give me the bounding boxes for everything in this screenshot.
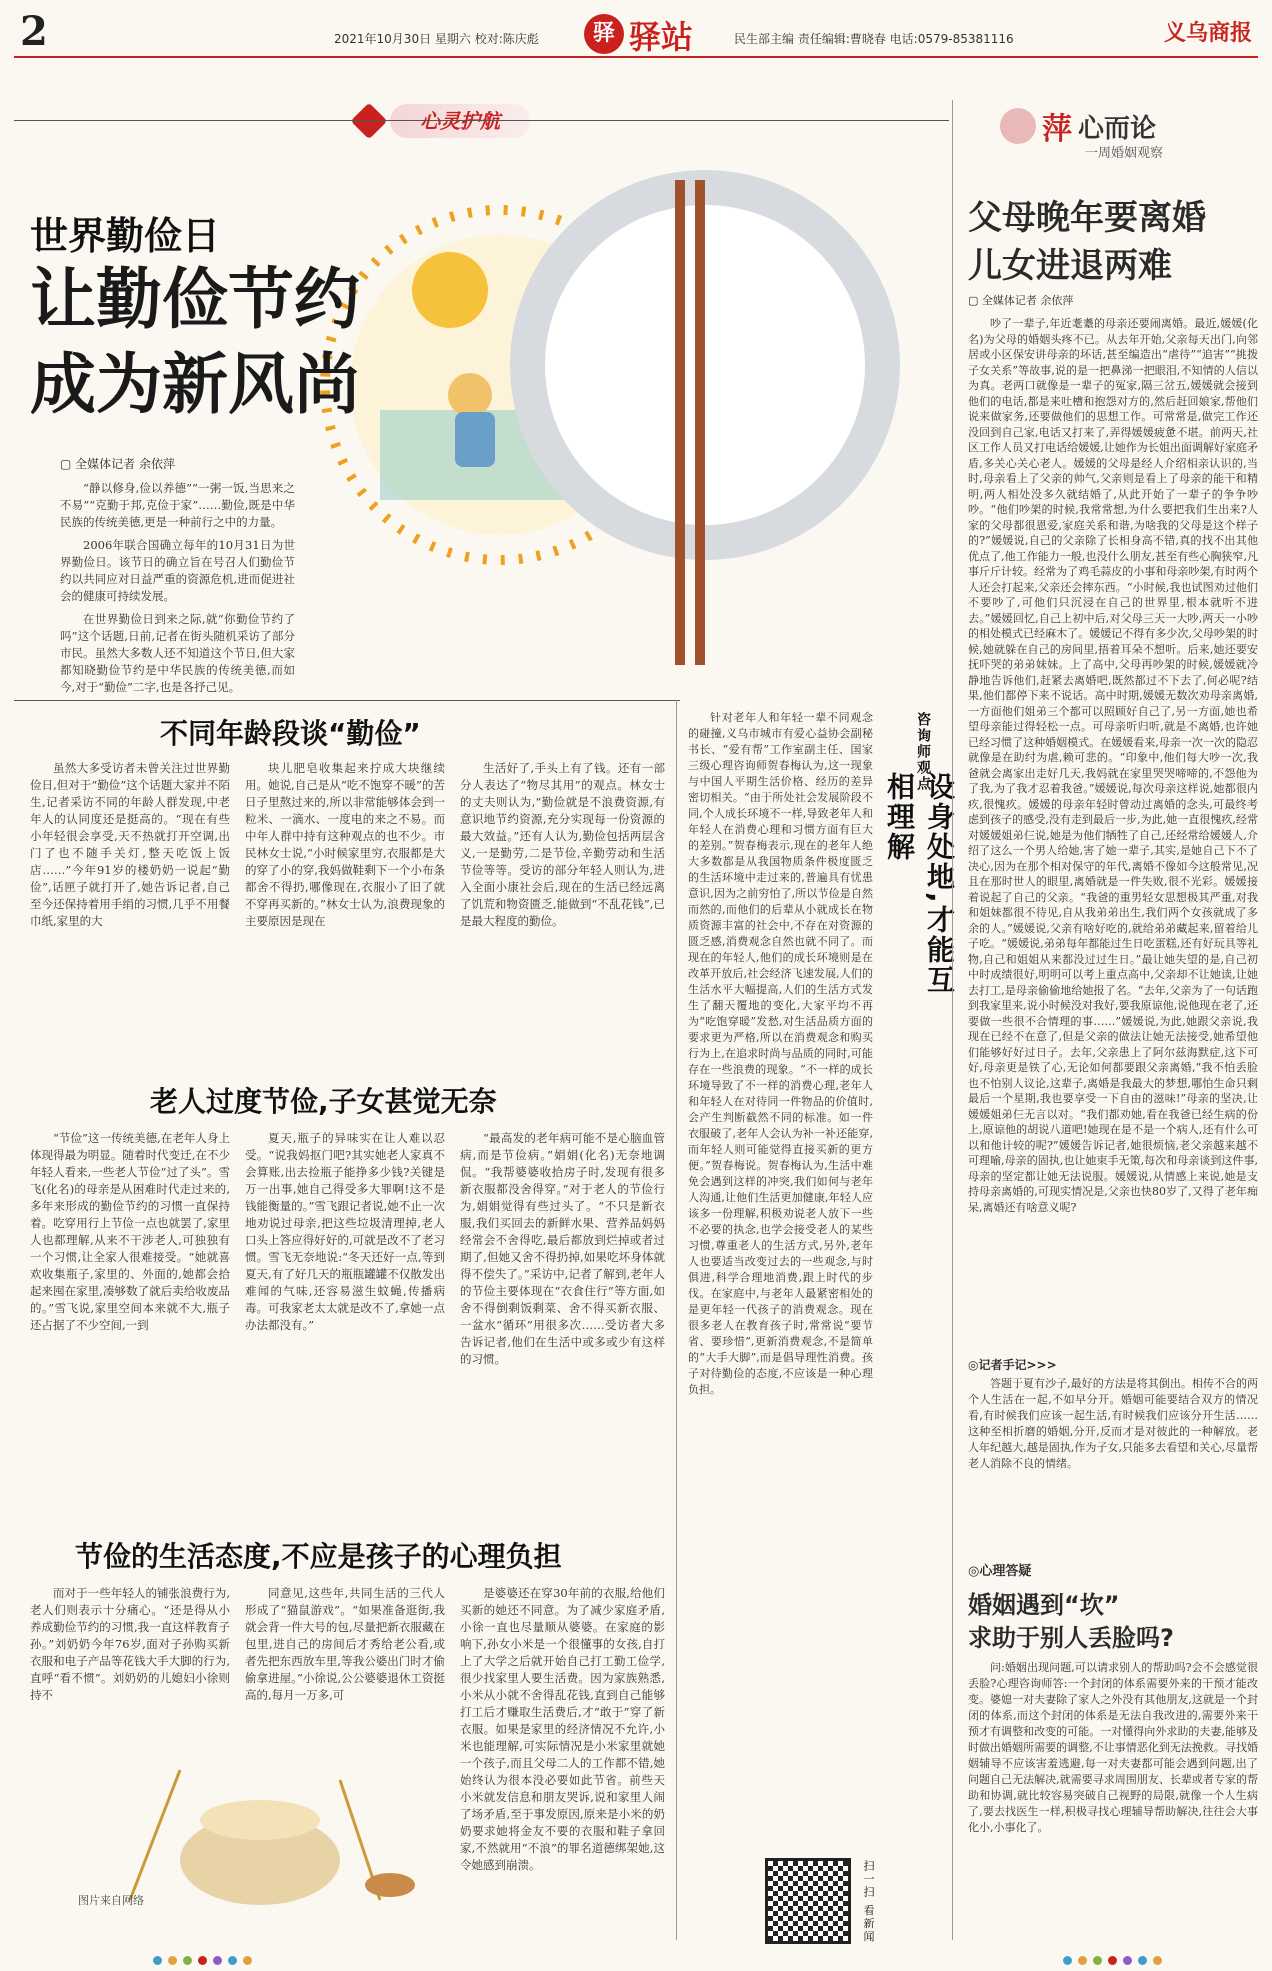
section-1-text-1: 虽然大多受访者未曾关注过世界勤俭日,但对于“勤俭”这个话题大家并不陌生,记者采访不同的年龄人群发现,中老年人的认同度还是挺高的。“现在有些小年轻很会享受,天不热就打开空调,出门了也不随手关灯,整天吃饭上饭店……”今年91岁的楼奶奶一说起“勤俭”,话匣子就打开了,她告诉记者,自己至今还保持着用手绢的习惯,几乎不用餐巾纸,家里的大	[30, 761, 230, 928]
footer-dot	[1138, 1956, 1147, 1965]
section-logo-icon: 驿	[584, 14, 624, 54]
title-small: 世界勤俭日	[30, 214, 221, 258]
newspaper-name: 义乌商报	[1163, 20, 1252, 46]
right-body	[968, 316, 1258, 1346]
opinion-body: 针对老年人和年轻一辈不同观念的碰撞,义乌市城市有爱心益协会副秘书长、“爱有帮”工作室副主任、国家三级心理咨询师贺春梅认为,这一现象与中国人平期生活价格、经历的差异密切相关。“由于所处社会发展阶段不同,个人成长环境不一样,导致老年人和年轻人在消费心理和习惯方面有巨大的差别。”贺春梅表示,现在的老年人绝大多数都是从我国物质条件极度匮乏的生活环境中走过来的,普遍具有忧患意识,因为之前穷怕了,所以节俭是自然而然的,而他们的后辈从小就成长在物质资源丰富的社会中,不存在对资源的匮乏感,消费观念自然也就不同了。而现在的年轻人,他们的成长环境则是在改革开放后,社会经济飞速发展,人们的生活水平大幅提高,人们的生活方式发生了翻天覆地的变化,大家平均不再为“吃饱穿暖”发愁,对生活品质方面的要求更为严格,所以在消费观念和购买行为上,在追求时尚与品质的同时,可能存在一些浪费的现象。“不一样的成长环境导致了不一样的消费心理,老年人和年轻人在对待同一件物品的价值时,会产生判断截然不同的标准。如一件衣服破了,老年人会认为补一补还能穿,而年轻人则可能觉得直接买新的更方便。”贺春梅说。贺春梅认为,生活中难免会遇到这样的冲突,我们如何与老年人沟通,让他们生活更加健康,年轻人应该多一份理解,积极劝说老人放下一些不必要的执念,也学会接受老人的某些习惯,尊重老人的生活方式,另外,老年人也要适当改变过去的一些观念,与时俱进,科学合理地消费,跟上时代的步伐。在家庭中,与老年人最紧密相处的是更年轻一代孩子的消费观念。现在很多老人在教育孩子时,常常说“要节省、要珍惜”,更新消费观念,不是简单的“大手大脚”,而是倡导理性消费。孩子对待勤俭的态度,不应该是一种心理负担。	[688, 711, 873, 1396]
right-title-1: 父母晚年要离婚	[968, 198, 1206, 238]
issue-meta: 2021年10月30日 星期六 校对:陈庆彪	[334, 32, 539, 46]
heart-icon	[351, 103, 388, 140]
opinion-header	[883, 712, 956, 1022]
section-3-text-3: 是婆婆还在穿30年前的衣服,给他们买新的她还不同意。为了减少家庭矛盾,小徐一直也尽量顺从婆婆。在家庭的影响下,孙女小米是一个很懂事的女孩,自打上了大学之后就开始自己打工勤工俭学,很少找家里人要生活费。因为家族熟悉,小米从小就不舍得乱花钱,直到自己能够打工后才赚取生活费后,才“敢于”穿了新衣服。如果是家里的经济情况不允许,小米也能理解,可实际情况是小米家里就她一个孩子,而且父母二人的工作都不错,她始终认为很本没必要如此节省。前些天小米就发信息和朋友哭诉,说和家里人闹了场矛盾,至于事发原因,原来是小米的奶奶要求她将金友不要的衣服和鞋子拿回家,不然就用“不浪”的罪名道德绑架她,这令她感到崩溃。	[460, 1586, 665, 1872]
opinion-text	[688, 710, 873, 1890]
byline: ▢ 全媒体记者 余依萍	[60, 457, 175, 471]
footer-dot	[243, 1956, 252, 1965]
note	[968, 1376, 1258, 1551]
footer-dot	[228, 1956, 237, 1965]
title-line-2: 成为新风尚	[30, 346, 360, 423]
opinion-title: 设身处地,才能互相理解	[883, 772, 956, 995]
divider	[14, 700, 680, 701]
wheat-stalk	[130, 1770, 180, 1900]
grain-pile	[200, 1800, 320, 1840]
sun-icon	[412, 252, 488, 328]
footer-dot	[168, 1956, 177, 1965]
footer-dot	[198, 1956, 207, 1965]
section-3-text-1: 而对于一些年轻人的铺张浪费行为,老人们则表示十分痛心。“还是得从小养成勤俭节约的习惯,我一直这样教育子孙。”刘奶奶今年76岁,面对子孙购买新衣服和电子产品等花钱大手大脚的行为,直呼“看不惯”。刘奶奶的儿媳妇小徐则持不	[30, 1586, 230, 1700]
section-1-col-1	[30, 760, 230, 1060]
section-name: 驿站	[629, 18, 694, 56]
couple-icon	[1000, 108, 1036, 144]
column-name: 心而论	[1078, 114, 1157, 144]
section-1-text-3: 生活好了,手头上有了钱。还有一部分人表达了“物尽其用”的观点。林女士的丈夫则认为,“勤俭就是不浪费资源,有意识地节约资源,充分实现每一份资源的最大效益。”还有人认为,勤俭包括两层含义,一是勤劳,二是节俭,辛勤劳动和生活节俭等等。受访的部分年轻人则认为,进入全面小康社会后,现在的生活已经远离了饥荒和物资匮乏,能做到“不乱花钱”,已是最大程度的勤俭。	[460, 761, 665, 928]
section-3-text-2: 同意见,这些年,共同生活的三代人形成了“猫鼠游戏”。“如果准备逛街,我就会背一件大号的包,尽量把新衣服藏在包里,进自己的房间后才秀给老公看,或者先把东西放车里,等我公婆出门时才偷偷拿进屋。”小徐说,公公婆婆退休工资挺高的,每月一万多,可	[245, 1586, 445, 1700]
divider	[952, 100, 953, 1940]
footer-dot	[1123, 1956, 1132, 1965]
title-line-1: 让勤俭节约	[30, 261, 360, 338]
byline-text: 全媒体记者 余依萍	[75, 457, 175, 471]
opinion-tag: 咨询师观点	[915, 712, 931, 792]
section-3-title: 节俭的生活态度,不应是孩子的心理负担	[75, 1540, 562, 1573]
qa-body	[968, 1660, 1258, 1930]
section-3-col-2	[245, 1585, 445, 1700]
column-prefix: 萍	[1042, 112, 1072, 147]
footer-dots	[1060, 1950, 1165, 1969]
section-2-text-2: 夏天,瓶子的异味实在让人难以忍受。“说我妈抠门吧?其实她老人家真不会算账,出去捡瓶子能挣多少钱?关键是万一出事,她自己得受多大罪啊!这不是钱能衡量的。”雪飞跟记者说,她不止一次地劝说过母亲,把这些垃圾清理掉,老人口头上答应得好好的,可就是改不了老习惯。雪飞无奈地说:“冬天还好一点,等到夏天,有了好几天的瓶瓶罐罐不仅散发出难闻的气味,还容易滋生蚊蝇,传播病毒。可我家老太太就是改不了,拿她一点办法都没有。”	[245, 1131, 445, 1332]
right-body-text: 吵了一辈子,年近耄耋的母亲还要闹离婚。最近,媛媛(化名)为父母的婚姻头疼不已。从去年开始,父亲每天出门,向邻居或小区保安讲母亲的坏话,甚至编造出“虐待”“追害”“挑拨子女关系”等故事,说的是一把鼻涕一把眼泪,不知情的人信以为真。老两口就像是一辈子的冤家,隔三岔五,媛媛就会接到他们的电话,都是来吐槽和抱怨对方的,然后赶回娘家,帮他们说来做家务,还要做他们的思想工作。可常常是,做完工作还没回到自己家,电话又打来了,弄得媛媛疲惫不堪。前两天,社区工作人员又打电话给媛媛,让她作为长姐出面调解好家庭矛盾,多关心关心老人。媛媛的父母是经人介绍相亲认识的,当时,母亲看上了父亲的帅气,父亲则是看上了母亲的能干和精明,两人相处没多久就结婚了,从此开始了一辈子的争争吵吵。“他们吵架的时候,我常常想,为什么要把我们生出来?人家的父母都很恩爱,家庭关系和谐,为啥我的父母是这个样子的?”媛媛说,自己的父亲除了长相身高不错,真的找不出其他优点了,他工作能力一般,也没什么朋友,甚至有些心胸狭窄,凡事斤斤计较。经常为了鸡毛蒜皮的小事和母亲吵架,有时两个人还会打起来,父亲还会摔东西。“小时候,我也试图劝过他们不要吵了,可他们只沉浸在自己的世界里,根本就听不进去。”媛媛回忆,自己上初中后,对父母三天一大吵,两天一小吵的相处模式已经麻木了。媛媛记不得有多少次,父母吵架的时候,她就躲在自己的房间里,捂着耳朵不想听。后来,她还要安抚吓哭的弟弟妹妹。上了高中,父母再吵架的时候,媛媛就冷静地告诉他们,赶紧去离婚吧,既然都过不下去了,何必呢?结果,他们都停下来不说话。高中时期,媛媛无数次劝母亲离婚,一方面他们姐弟三个都可以照顾好自己了,另一方面,她也希望母亲能过得轻松一点。可母亲听归听,就是不离婚,也许她已经习惯了这种婚姻模式。在媛媛看来,母亲一次一次的隐忍就像是在助纣为虐,赖可悲的。“印象中,他们每大吵一次,我爸就会离家出走好几天,我妈就在家里哭哭啼啼的,不怨他为了我,为了我才忍着我爸。”媛媛说,每次母亲这样说,她都很内疚,很愧疚。媛媛的母亲年轻时曾动过离婚的念头,可最终考虑到孩子的感受,没有走到最后一步,为此,她一直很愧疚,经常对媛媛姐弟仨说,她是为他们牺牲了自己,还经常给媛媛人,介绍了这么一个男人给她,害了她一辈子,其实,是她自己下不了决心,因为在那个相对保守的年代,离婚不像如今这般常见,况且在那时世人的眼里,离婚就是一件失败,很不光彩。媛媛接着说起了自己的父亲。“我爸的重男轻女思想极其严重,对我和姐妹都很不待见,自从我弟弟出生,我们两个女孩就成了多余的人。”媛媛说,父亲有啥好吃的,就给弟弟藏起来,留着给儿子吃。“媛媛说,弟弟每年都能过生日吃蛋糕,还有好玩具等礼物,自己和姐姐从来都没过过生日。”最让她失望的是,自己初中时成绩很好,明明可以考上重点高中,父亲却不让她读,让她去打工,是母亲偷偷地给她报了名。“去年,父亲为了一句话跑到我家里来,说小时候没对我好,要我原谅他,说他现在老了,还要做一些很不合情理的事……”媛媛说,为此,她跟父亲说,我现在已经不在意了,但是父亲的做法让她无法接受,她希望他们能够好好过日子。去年,父亲患上了阿尔兹海默症,这下可好,母亲更是铁了心,无论如何都要跟父亲离婚,“我不怕丢脸也不怕别人议论,这辈子,离婚是我最大的梦想,哪怕生命只剩最后一个星期,我也要享受一下自由的滋味!”母亲的坚决,让媛媛姐弟仨无言以对。“我们都劝她,看在我爸已经生病的份上,原谅他的胡说八道吧!她现在是不是一个病人,还有什么可以和他计较的呢?”媛媛告诉记者,她很烦恼,老父亲越来越不可理喻,母亲的固执,也让她束手无策,每次和母亲谈到这件事,母亲的坚定都让她无法说服。媛媛说,从情感上来说,她是支持母亲离婚的,可现实情况是,父亲也快80岁了,又得了老年痴呆,离婚还有啥意义呢?	[968, 317, 1258, 1214]
lead-p3: 在世界勤俭日到来之际,就“你勤俭节约了吗”这个话题,日前,记者在街头随机采访了部分市民。虽然大多数人还不知道这个节日,但大家都知晓勤俭节约是中华民族的传统美德,而如今,对于“勤俭”二字,也是各抒己见。	[60, 612, 295, 694]
footer-dot	[1093, 1956, 1102, 1965]
editor-meta: 民生部主编 责任编辑:曹晓春 电话:0579-85381116	[734, 32, 1014, 46]
section-2-col-2	[245, 1130, 445, 1520]
image-credit: 图片来自网络	[78, 1894, 144, 1907]
section-1-col-2	[245, 760, 445, 1060]
section-2-text-3: “最高发的老年病可能不是心脑血管病,而是节俭病。”娟娟(化名)无奈地调侃。“我帮婆婆收拾房子时,发现有很多新衣服都没舍得穿。”对于老人的节俭行为,娟娟觉得有些过头了。“不只是新衣服,我们买回去的新鲜水果、营养品妈妈经常会不舍得吃,最后都放到烂掉或者过期了,但她又舍不得扔掉,如果吃坏身体就得不偿失了。”采访中,记者了解到,老年人的节俭主要体现在“衣食住行”等方面,如舍不得倒剩饭剩菜、舍不得买新衣服、一盆水“循环”用很多次……受访者大多告诉记者,他们在生活中或多或少有这样的习惯。	[460, 1131, 665, 1366]
footer-dot	[213, 1956, 222, 1965]
note-label: ◎记者手记>>>	[968, 1358, 1057, 1372]
divider	[676, 700, 677, 1940]
section-3-col-3	[460, 1585, 665, 1925]
footer-dot	[1063, 1956, 1072, 1965]
note-text: 答题于夏有沙子,最好的方法是将其倒出。相传不合的两个人生活在一起,不如早分开。婚姻可能要结合双方的情况看,有时候我们应该一起生活,有时候我们应该分开生活……这种至相折磨的婚姻,分开,反而才是对彼此的一种解放。老人年纪越大,越是固执,作为子女,只能多去看望和关心,尽量帮老人消除不良的情绪。	[968, 1377, 1258, 1470]
divider	[14, 120, 949, 121]
chopstick-right	[695, 180, 705, 665]
right-title-2: 儿女进退两难	[968, 246, 1172, 286]
grain-illustration	[90, 1710, 430, 1910]
bowl	[365, 1873, 415, 1897]
lead	[60, 480, 295, 696]
footer-dot	[1078, 1956, 1087, 1965]
lead-p2: 2006年联合国确立每年的10月31日为世界勤俭日。该节日的确立旨在号召人们勤俭节约以共同应对日益严重的资源危机,进而促进社会的健康可持续发展。	[60, 538, 295, 603]
qr-code[interactable]	[765, 1858, 851, 1944]
chopstick-left	[675, 180, 685, 665]
page-number: 2	[20, 8, 48, 55]
footer-dots	[150, 1950, 255, 1969]
qa-title-1: 婚姻遇到“坎”	[968, 1591, 1120, 1619]
page-header	[14, 10, 1258, 58]
section-banner: 心灵护航	[390, 104, 530, 138]
section-2-title: 老人过度节俭,子女甚觉无奈	[150, 1085, 497, 1118]
column-sub: 一周婚姻观察	[1085, 146, 1164, 161]
illustration	[320, 150, 950, 680]
section-1-title: 不同年龄段谈“勤俭”	[160, 717, 421, 750]
footer-dot	[183, 1956, 192, 1965]
section-2-col-1	[30, 1130, 230, 1520]
right-byline-text: 全媒体记者 余依萍	[981, 294, 1074, 307]
qr-label: 扫一扫 看新闻	[862, 1860, 875, 1944]
section-3-col-1	[30, 1585, 230, 1700]
qa-text: 问:婚姻出现问题,可以请求别人的帮助吗?会不会感觉很丢脸?心理咨询师答:一个封闭的体系需要外来的干预才能改变。婆媳一对夫妻除了家人之外没有其他朋友,这就是一个封闭的体系,而这个封闭的体系是无法自我改进的,需要外来干预才有调整和改变的可能。一对懂得向外求助的夫妻,能够及时做出婚姻所需要的调整,不让事情恶化到无法挽救。寻找婚姻辅导不应该害羞逃避,每一对夫妻都可能会遇到问题,出了问题自己无法解决,就需要寻求周围朋友、长辈或者专家的帮助和协调,就比较容易突破自己视野的局限,就像一个人生病了,要去找医生一样,积极寻找心理辅导帮助解决,往往会大事化小,小事化了。	[968, 1661, 1258, 1834]
farmer-body	[455, 412, 495, 467]
footer-dot	[1153, 1956, 1162, 1965]
section-1-col-3	[460, 760, 665, 1060]
section-1-text-2: 块儿肥皂收集起来拧成大块继续用。她说,自己是从“吃不饱穿不暖”的苦日子里熬过来的,所以非常能够体会到一粒米、一滴水、一度电的来之不易。而中年人群中持有这种观点的也不少。市民林女士说,“小时候家里穷,衣服都是大的穿了小的穿,我妈做鞋剩下一个小布条都舍不得扔,哪像现在,衣服小了旧了就不穿再买新的。”林女士认为,浪费现象的主要原因是现在	[245, 761, 445, 928]
lead-p1: “静以修身,俭以养德”“一粥一饭,当思来之不易”“克勤于邦,克俭于家”……勤俭,既是中华民族的传统美德,更是一种前行之中的力量。	[60, 481, 295, 529]
section-2-col-3	[460, 1130, 665, 1520]
farmer-hat	[448, 373, 492, 417]
right-byline: ▢ 全媒体记者 余依萍	[968, 294, 1074, 307]
footer-dot	[1108, 1956, 1117, 1965]
section-2-text-1: “节俭”这一传统美德,在老年人身上体现得最为明显。随着时代变迁,在不少年轻人看来,一些老人节俭“过了头”。雪飞(化名)的母亲是从困难时代走过来的,多年来形成的勤俭节约的习惯一直保持着。吃穿用行上节俭一点也就罢了,家里人也都理解,从来不干涉老人,可独独有一个习惯,让全家人很难接受。“她就喜欢收集瓶子,家里的、外面的,她都会拾起来囤在家里,凑够数了就后卖给收废品的。”雪飞说,家里空间本来就不大,瓶子还占据了不少空间,一到	[30, 1131, 230, 1332]
footer-dot	[153, 1956, 162, 1965]
qa-tag: ◎心理答疑	[968, 1564, 1032, 1579]
qa-title-2: 求助于别人丢脸吗?	[968, 1624, 1174, 1652]
